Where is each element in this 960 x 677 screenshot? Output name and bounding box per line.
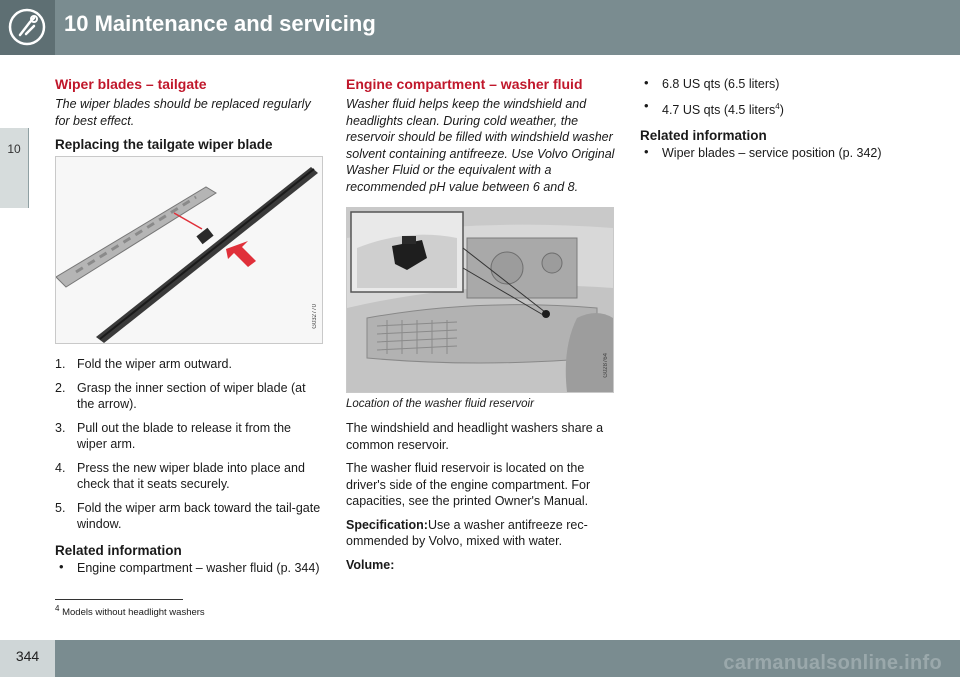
- spec-label: Specification:: [346, 517, 428, 532]
- related-list: [640, 145, 910, 162]
- wiper-blade-illustration: [56, 157, 322, 343]
- footnote: $^4$ Models without headlight washers: [55, 604, 205, 619]
- engine-compartment-figure: [346, 207, 614, 393]
- related-heading: Related information: [55, 542, 182, 558]
- list-item: 4. Press the new wiper blade into place and check that it seats securely.: [55, 460, 305, 491]
- related-link[interactable]: • Wiper blades – service position (p. 342): [644, 144, 882, 161]
- tools-icon: [0, 0, 55, 55]
- engine-compartment-illustration: [347, 208, 613, 392]
- footnote-ref[interactable]: 4: [775, 101, 780, 111]
- bullet-icon: •: [59, 558, 64, 574]
- paragraph: The windshield and headlight washers share a common reservoir.: [346, 421, 604, 452]
- list-item: 5. Fold the wiper arm back toward the tail-gate window.: [55, 500, 321, 531]
- chapter-tab-number: 10: [7, 142, 21, 156]
- bullet-icon: •: [644, 97, 649, 113]
- related-link[interactable]: • Engine compartment – washer fluid (p. 344): [59, 558, 320, 575]
- column-washer-fluid: [346, 76, 616, 580]
- section-heading: Engine compartment – washer fluid: [346, 76, 583, 92]
- footnote-divider: [55, 599, 183, 600]
- list-item: • 6.8 US qts (6.5 liters): [644, 75, 780, 91]
- section-intro: The wiper blades should be replaced regularly for best effect.: [55, 97, 311, 128]
- related-heading: Related information: [640, 128, 767, 144]
- specification-paragraph: [346, 517, 616, 550]
- list-item: 3. Pull out the blade to release it from the wiper arm.: [55, 420, 292, 451]
- list-item: 2. Grasp the inner section of wiper blade (at the arrow).: [55, 380, 306, 411]
- list-item: 1. Fold the wiper arm outward.: [55, 357, 232, 371]
- section-heading: Wiper blades – tailgate: [55, 76, 207, 92]
- column-wiper-blades: [55, 76, 323, 582]
- bullet-icon: •: [644, 75, 649, 90]
- figure-caption: Location of the washer fluid reservoir: [346, 398, 534, 410]
- list-item: • 4.7 US qts (4.5 liters$^4$): [644, 97, 784, 117]
- figure-code: G028764: [603, 353, 609, 378]
- column-volumes: [640, 76, 910, 168]
- watermark: carmanualsonline.info: [723, 652, 942, 674]
- page-title: 10 Maintenance and servicing: [64, 11, 376, 36]
- volume-label: Volume:: [346, 557, 395, 572]
- steps-list: [55, 356, 323, 533]
- volume-list: [640, 76, 910, 118]
- page-number: 344: [15, 648, 40, 664]
- bullet-icon: •: [644, 144, 649, 160]
- spec-text: Use a washer antifreeze rec-ommended by Volvo, mixed with water.: [346, 517, 588, 548]
- figure-code: G032770: [312, 304, 318, 329]
- related-list: [55, 560, 323, 577]
- chapter-icon-box: [0, 0, 55, 55]
- section-intro: Washer fluid helps keep the windshield and headlights clean. During cold weather, the reservoir should be filled with windshield washer solvent containing antifreeze. Use Volvo Original Washer Fluid or the equivalent with a recommended pH value between 6 and 8.: [346, 97, 615, 194]
- footnote-number: 4: [55, 604, 60, 613]
- paragraph: The washer fluid reservoir is located on the driver's side of the engine compartment. For capacities, see the printed Owner's Manual.: [346, 461, 591, 508]
- subsection-heading: Replacing the tailgate wiper blade: [55, 137, 273, 152]
- chapter-side-tab[interactable]: [0, 128, 29, 208]
- wiper-blade-figure: [55, 156, 323, 344]
